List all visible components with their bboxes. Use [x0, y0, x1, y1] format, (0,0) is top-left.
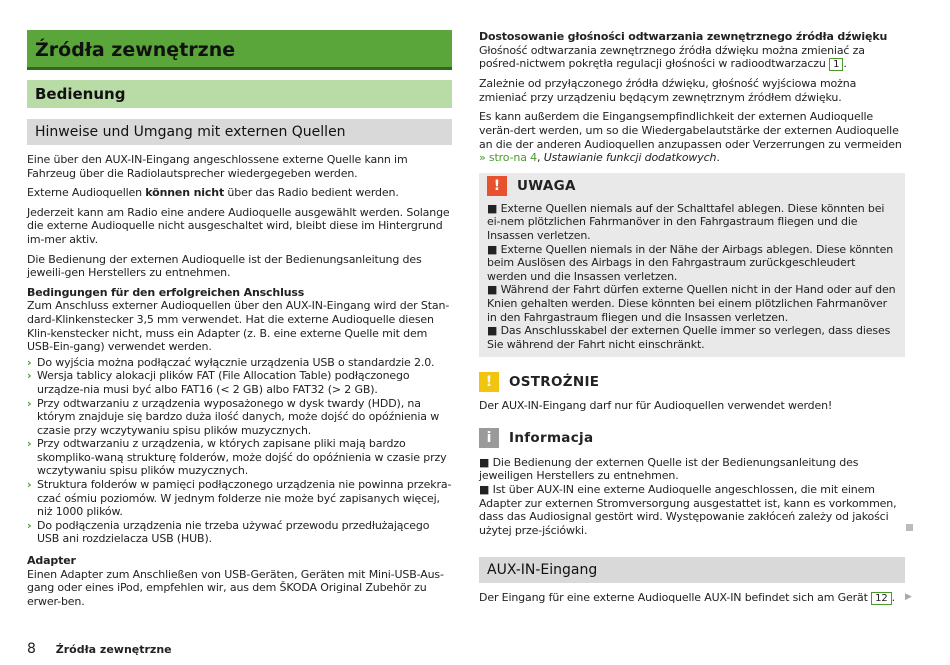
adapter-text: Einen Adapter zum Anschließen von USB-Geräten, Geräten mit Mini-USB-Aus-gang oder eines iPod, empfehlen wir, aus dem ŠKODA Original Zubehör zu erwer-ben.: [27, 567, 444, 608]
paragraph: Zależnie od przyłączonego źródła dźwięku, głośność wyjściowa można zmieniać przy urządzeniu będącym zewnętrznym źródłem dźwięku.: [479, 77, 857, 104]
arrow-icon: ›: [27, 437, 32, 451]
requirements-list: [27, 356, 452, 546]
list-item: › Do podłączenia urządzenia nie trzeba używać przewodu przedłużającego USB ani rozdzielacza USB (HUB).: [27, 518, 430, 546]
list-item: › Przy odtwarzaniu z urządzenia, w których zapisane pliki mają bardzo skompliko-waną strukturę folderów, może dojść do opóźnienia w czasie przy wczytywaniu spisu plików muzycznych.: [27, 437, 447, 478]
info-header: [479, 425, 905, 451]
next-page-arrow-icon: ▶: [905, 592, 912, 602]
page-link[interactable]: » stro-na 4: [479, 151, 538, 165]
device-reference: 12: [871, 592, 891, 605]
arrow-icon: ›: [27, 478, 32, 492]
warning-item: ■ Externe Quellen niemals in der Nähe der Airbags ablegen. Diese könnten beim Auslösen des Airbags in den Fahrgastraum zurückgeschleudert werden und die Insassen verletzen.: [487, 242, 894, 283]
warning-item: ■ Während der Fahrt dürfen externe Quellen nicht in der Hand oder auf den Knien gehalten werden. Diese könnten bei einem plötzlichen Fahrmanöver in den Fahrgastraum fliegen und die Insassen verletzen.: [487, 283, 896, 324]
conditions-heading: Bedingungen für den erfolgreichen Anschluss: [27, 285, 305, 299]
paragraph: Jederzeit kann am Radio eine andere Audioquelle ausgewählt werden. Solange die externe Audioquelle nicht ausgeschaltet wird, bleibt diese im Hintergrund im-mer aktiv.: [27, 205, 450, 246]
section-title: Bedienung: [27, 80, 452, 108]
volume-heading: Dostosowanie głośności odtwarzania zewnętrznego źródła dźwięku: [479, 30, 888, 43]
caution-title: OSTROŻNIE: [509, 374, 600, 391]
section-end-marker: [906, 524, 913, 531]
list-item: › Przy odtwarzaniu z urządzenia wyposażonego w dysk twardy (HDD), na którym znajduje się bardzo duża ilość danych, może dojść do opóźnienia w czasie przy wczytywaniu spisu plików muzycznych.: [27, 396, 440, 437]
warning-icon: !: [487, 176, 507, 196]
control-reference: 1: [829, 58, 843, 71]
aux-section-title: AUX-IN-Eingang: [479, 557, 905, 583]
adapter-heading: Adapter: [27, 554, 76, 568]
aux-text: Der Eingang für eine externe Audioquelle AUX-IN befindet sich am Gerät 12 .: [479, 591, 895, 605]
caution-text: Der AUX-IN-Eingang darf nur für Audioquellen verwendet werden!: [479, 399, 833, 413]
page-number: 8: [27, 641, 36, 657]
arrow-icon: ›: [27, 396, 32, 410]
arrow-icon: ›: [27, 355, 32, 369]
arrow-icon: ›: [27, 518, 32, 532]
info-icon: i: [479, 428, 499, 448]
warning-item: ■ Das Anschlusskabel der externen Quelle immer so verlegen, dass dieses Sie während der Fahrt nicht einschränkt.: [487, 324, 891, 351]
caution-icon: !: [479, 372, 499, 392]
info-title: Informacja: [509, 429, 594, 446]
info-item: ■ Ist über AUX-IN eine externe Audioquelle angeschlossen, die mit einem Adapter zur externen Stromversorgung ausgestattet ist, kann es vorkommen, dass das Audiosignal gestört wird. Występowanie zakłóceń zależy od jakości użytej prze-jściówki.: [479, 483, 897, 537]
warning-title: UWAGA: [517, 177, 576, 194]
left-column: [27, 30, 452, 608]
list-item: › Struktura folderów w pamięci podłączonego urządzenia nie powinna przekra-czać ośmiu poziomów. W jednym folderze nie może być zapisanych więcej, niż 1000 plików.: [27, 478, 452, 519]
paragraph: Es kann außerdem die Eingangsempfindlichkeit der externen Audioquelle verän-dert werden, um so die Wiedergabelautstärke der externen Audioquelle an die der anderen Audioquellen anzupassen oder Verzerrungen zu vermeiden » stro-na 4, Ustawianie funkcji dodatkowych.: [479, 110, 902, 165]
paragraph: Die Bedienung der externen Audioquelle ist der Bedienungsanleitung des jeweili-gen Herstellers zu entnehmen.: [27, 252, 422, 280]
arrow-icon: ›: [27, 369, 32, 383]
warning-header: [487, 173, 897, 199]
caution-header: [479, 369, 905, 395]
chapter-title: Źródła zewnętrzne: [27, 30, 452, 70]
subsection-title: Hinweise und Umgang mit externen Quellen: [27, 119, 452, 145]
footer: [27, 641, 172, 657]
volume-text: Głośność odtwarzania zewnętrznego źródła dźwięku można zmieniać za pośred-nictwem pokrętła regulacji głośności w radioodtwarzaczu 1 .: [479, 43, 865, 71]
paragraph: Eine über den AUX-IN-Eingang angeschlossene externe Quelle kann im Fahrzeug über die Radiolautsprecher wiedergegeben werden.: [27, 153, 408, 180]
footer-section-title: Źródła zewnętrzne: [55, 643, 172, 656]
warning-item: ■ Externe Quellen niemals auf der Schalttafel ablegen. Diese könnten bei ei-nem plötzlichen Fahrmanöver in den Fahrgastraum fliegen und die Insassen verletzen.: [487, 201, 885, 242]
list-item: › Do wyjścia można podłączać wyłącznie urządzenia USB o standardzie 2.0.: [27, 355, 435, 369]
right-column: [479, 30, 905, 605]
list-item: › Wersja tablicy alokacji plików FAT (File Allocation Table) podłączonego urządze-nia musi być albo FAT16 (< 2 GB) albo FAT32 (> 2 GB).: [27, 369, 410, 396]
warning-box: [479, 173, 905, 358]
info-item: ■ Die Bedienung der externen Quelle ist der Bedienungsanleitung des jeweiligen Herstellers zu entnehmen.: [479, 455, 859, 483]
conditions-text: Zum Anschluss externer Audioquellen über den AUX-IN-Eingang wird der Stan-dard-Klinkenstecker 3,5 mm verwendet. Hat die externe Audioquelle diesen Klin-kenstecker nicht, muss ein Adapter (z. B. eine externe Quelle mit dem USB-Ein-gang) verwendet werden.: [27, 299, 450, 354]
paragraph: Externe Audioquellen können nicht über das Radio bedient werden.: [27, 186, 399, 200]
